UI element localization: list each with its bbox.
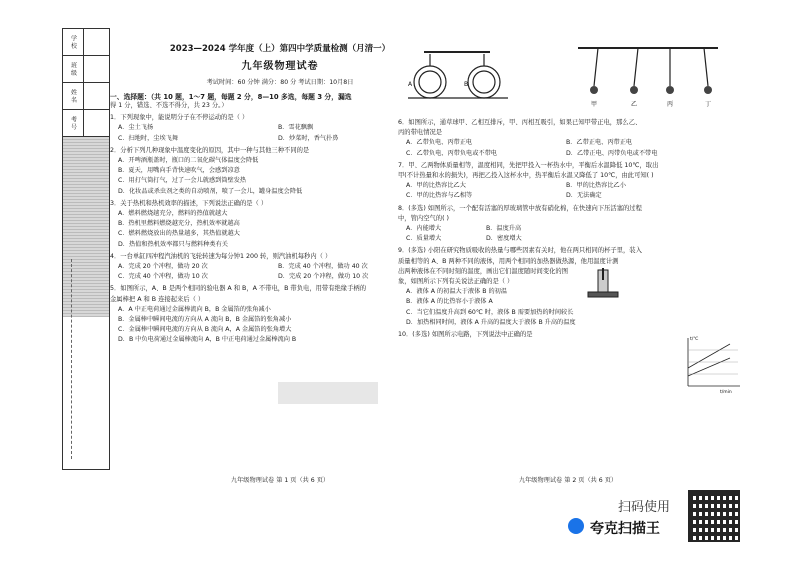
option: D．炒菜时，香气扑鼻 — [278, 134, 339, 142]
graph-y-label: t/℃ — [690, 337, 699, 342]
option: D．乙带正电、丙带负电或不带电 — [566, 149, 658, 157]
question-5: 5．如图所示，A、B 是两个相同的验电器 A 和 B，A 不带电，B 带负电，用带有绝缘手柄的 — [110, 285, 366, 293]
question-7-options — [398, 181, 738, 191]
question-10: 10．(多选) 如图所示电路，下列说法中正确的是 — [398, 331, 533, 339]
option: A．尘土飞扬 — [118, 124, 154, 132]
option: D．热值和热机效率都只与燃料种类有关 — [118, 240, 228, 248]
option: A．液体 A 的初温大于液体 B 的初温 — [406, 288, 508, 296]
page-footer: 九年级物理试卷 第 2 页（共 6 页） — [518, 477, 618, 484]
school-field: 学 校 — [63, 29, 109, 56]
question-6-options-2 — [398, 149, 738, 159]
option: A．完成 20 个冲程，做功 20 次 — [118, 263, 208, 271]
page-footer: 九年级物理试卷 第 1 页（共 6 页） — [230, 477, 330, 484]
question-9: 9．(多选) 小阳在研究物质吸收的热量与哪些因素有关时，他在两只相同的杯子里，装入 — [398, 247, 642, 255]
scanner-brand — [568, 496, 778, 546]
question-7-options-2 — [398, 191, 738, 201]
line-a — [688, 344, 730, 368]
label-yi: 乙 — [631, 101, 638, 108]
page-2-body — [398, 118, 738, 340]
option: D．完成 20 个冲程，做功 10 次 — [278, 273, 369, 281]
figure-temperature-graph — [680, 334, 742, 394]
binding-shadow — [63, 137, 109, 317]
question-8: 8．(多选) 如图所示，一个配有活塞的厚玻璃管中放有硝化棉，在快速向下压活塞的过程 — [398, 204, 642, 212]
question-9-line: 质量相等的 A、B 两种不同的液体，用两个相同的加热器做热源，他用温度计测 — [398, 257, 619, 265]
option: B．乙带正电、丙带正电 — [566, 139, 633, 147]
option: A．A 中正电荷通过金属棒流向 B，B 金属箔的张角减小 — [118, 305, 271, 313]
figure-piston — [584, 268, 624, 300]
option: C．质量增大 — [406, 235, 442, 243]
option: A．乙带负电、丙带正电 — [406, 139, 473, 147]
option: B．甲的比热容比乙小 — [566, 182, 626, 190]
question-6: 6．如图所示，通草球甲、乙相互排斥，甲、丙相互吸引，如果已知甲带正电，那么乙、 — [398, 119, 642, 126]
exam-subject: 九年级物理试卷 — [241, 61, 319, 72]
line-b — [688, 358, 730, 376]
exam-meta: 考试时间：60 分钟 满分：80 分 考试日期：10月8日 — [206, 79, 354, 86]
option: B．夏天，用嘴向手背快速吹气，会感到凉意 — [118, 167, 240, 175]
option: D．无法确定 — [566, 192, 602, 200]
question-9-line: 象，如图所示下列有关说法正确的是（ ） — [398, 278, 514, 286]
option: B．液体 A 的比热容小于液体 A — [406, 298, 493, 306]
pith-ball — [630, 86, 638, 94]
exam-header: 2023—2024 学年度（上）第四中学质量检测（月清一） — [169, 44, 391, 54]
question-8-options — [398, 224, 606, 234]
option: C．完成 40 个冲程，做功 10 次 — [118, 273, 208, 281]
scan-use-text: 扫码使用 — [618, 500, 671, 515]
question-1: 1．下列现象中，能说明分子在不停运动的是（ ） — [110, 114, 249, 122]
question-2: 2．分析下列几种现象中温度变化的原因，其中一种与其他三种不同的是 — [110, 146, 310, 154]
figure-electroscopes-and-balls — [398, 42, 738, 112]
option: B．热机里燃料燃烧越充分，热机效率就越高 — [118, 220, 240, 228]
label-ding: 丁 — [705, 101, 712, 108]
binding-dashed-line — [71, 259, 72, 459]
option: C．乙带负电、丙带负电或不带电 — [406, 149, 497, 157]
option: C．燃料燃烧放出的热量越多，其热值就越大 — [118, 230, 240, 238]
option: C．扫地时，尘埃飞舞 — [118, 134, 179, 142]
pith-ball — [704, 86, 712, 94]
question-3: 3．关于热机和热机效率的描述，下列说法正确的是（ ） — [110, 199, 268, 207]
option: D．加热相同时间，液体 A 升高的温度大于液体 B 升高的温度 — [406, 318, 576, 326]
option: A．开啤酒瓶盖时，瓶口的二氧化碳气体温度会降低 — [118, 157, 259, 165]
app-name: 夸克扫描王 — [590, 521, 660, 537]
option: A．内能增大 — [406, 225, 442, 233]
option: B．雪花飘飘 — [278, 124, 314, 132]
option: B．温度升高 — [486, 225, 522, 233]
question-7-cont: 甲(不计热量和水的损失)，再把乙投入这杯水中，热平衡后水温又降低了 10℃，由此可知( ) — [398, 172, 654, 180]
quark-logo-icon — [568, 518, 584, 534]
option: B．金属棒中瞬间电流的方向从 A 流向 B，B 金属箔的张角减小 — [118, 316, 292, 324]
option: A．甲的比热容比乙大 — [406, 182, 466, 190]
binding-strip — [62, 28, 110, 470]
exam-number-field: 考 号 — [63, 110, 109, 137]
label-b: B — [464, 81, 469, 88]
question-9-line: 出两种液体在不同时刻的温度，画出它们温度随时间变化的图 — [398, 267, 569, 275]
option: D．B 中负电荷通过金属棒流向 A，B 中正电荷通过金属棒流向 B — [118, 336, 297, 344]
option: C．用打气筒打气，过了一会儿就感到筒壁发热 — [118, 177, 247, 185]
question-7: 7．甲、乙两物体质量相等，温度相同，先把甲投入一杯热水中，平衡后水温降低 10℃，取出 — [398, 161, 659, 169]
label-bing: 丙 — [667, 101, 674, 108]
qr-code-icon[interactable] — [688, 490, 740, 542]
class-field: 班 级 — [63, 56, 109, 83]
label-a: A — [408, 81, 413, 88]
graph-x-label: t/min — [720, 390, 732, 394]
section-heading-cont: 得 1 分，错选、不选不得分，共 23 分。） — [110, 102, 228, 109]
option: C．金属棒中瞬间电流的方向从 B 流向 A，A 金属箔的张角增大 — [118, 326, 292, 334]
pith-ball — [590, 86, 598, 94]
section-heading: 一、选择题：（共 10 题，1～7 题，每题 2 分，8—10 多选，每题 3 分，漏选 — [110, 93, 352, 101]
scan-smudge — [278, 382, 378, 404]
option: A．燃料燃烧越充分，燃料的热值就越大 — [118, 210, 228, 218]
question-8-cont: 中，管内空气的( ) — [398, 214, 449, 222]
option: C．甲的比热容与乙相等 — [406, 192, 473, 200]
name-field: 姓 名 — [63, 83, 109, 110]
question-4: 4．一台单缸四冲程汽油机的飞轮转速为每分钟1 200 转，则汽油机每秒内（ ） — [110, 252, 332, 260]
label-jia: 甲 — [591, 101, 598, 108]
option: D．密度增大 — [486, 235, 522, 243]
question-6-options — [398, 138, 738, 148]
option: B．完成 40 个冲程，做功 40 次 — [278, 263, 368, 271]
option: C．当它们温度升高到 60℃ 时，液体 B 需要加热的时间较长 — [406, 308, 574, 316]
question-5-cont: 金属棒把 A 和 B 连接起来后（ ） — [110, 295, 205, 303]
exam-page-2 — [398, 14, 738, 484]
pith-ball — [666, 86, 674, 94]
question-6-cont: 丙的带电情况是 — [398, 129, 443, 137]
question-8-options-2 — [398, 234, 606, 244]
option: D．化妆品或杀虫剂之类的自动喷剂，喷了一会儿，罐身温度会降低 — [118, 187, 303, 195]
